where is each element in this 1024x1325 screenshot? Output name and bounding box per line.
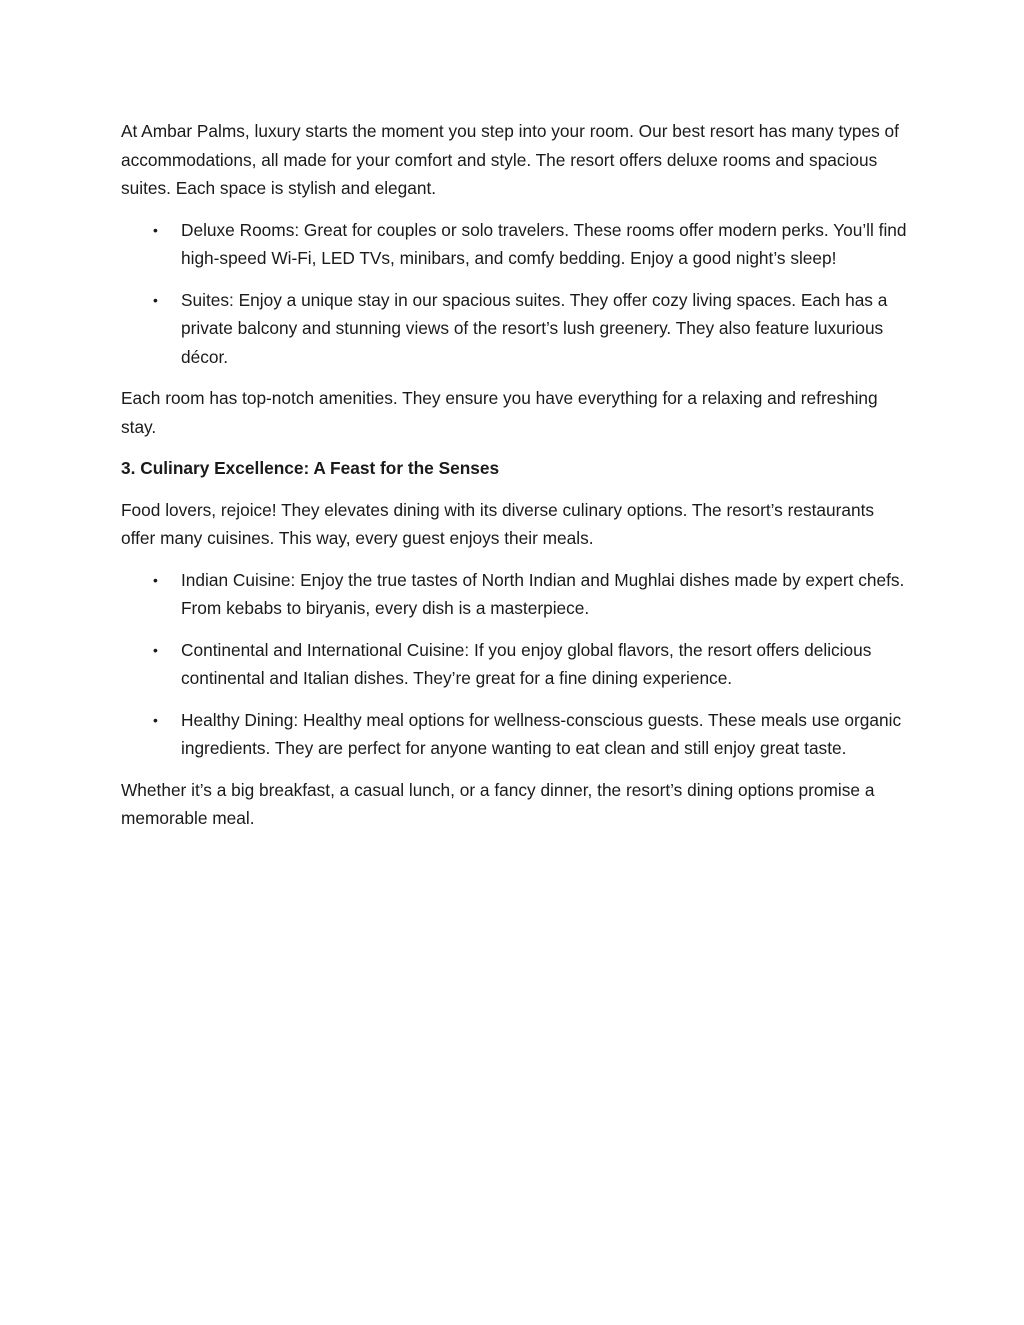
- document-page: [121, 117, 911, 846]
- intro-paragraph: At Ambar Palms, luxury starts the moment you step into your room. Our best resort has many types of accommodations, all made for your comfort and style. The resort offers deluxe rooms and spacious suites. Each space is stylish and elegant.: [121, 121, 899, 198]
- list-item: [121, 706, 911, 763]
- closing-paragraph: Whether it’s a big breakfast, a casual lunch, or a fancy dinner, the resort’s dining options promise a memorable meal.: [121, 779, 875, 828]
- section-heading: 3. Culinary Excellence: A Feast for the Senses: [121, 458, 500, 478]
- amenities-paragraph: Each room has top-notch amenities. They ensure you have everything for a relaxing and refreshing stay.: [121, 388, 878, 437]
- food-intro-paragraph: Food lovers, rejoice! They elevates dining with its diverse culinary options. The resort’s restaurants offer many cuisines. This way, every guest enjoys their meals.: [121, 499, 875, 548]
- cuisine-list: [121, 566, 911, 763]
- list-item-text: Deluxe Rooms: Great for couples or solo travelers. These rooms offer modern perks. You’ll find high-speed Wi-Fi, LED TVs, minibars, and comfy bedding. Enjoy a good night’s sleep!: [181, 219, 907, 268]
- list-item-text: Suites: Enjoy a unique stay in our spacious suites. They offer cozy living spaces. Each has a private balcony and stunning views of the resort’s lush greenery. They also feature luxurious décor.: [181, 289, 888, 367]
- bullet-icon: •: [153, 221, 158, 238]
- rooms-list: [121, 216, 911, 372]
- bullet-icon: •: [153, 711, 158, 728]
- bullet-icon: •: [153, 291, 158, 308]
- list-item-text: Indian Cuisine: Enjoy the true tastes of North Indian and Mughlai dishes made by expert chefs. From kebabs to biryanis, every dish is a masterpiece.: [181, 569, 905, 618]
- bullet-icon: •: [153, 641, 158, 658]
- list-item-text: Healthy Dining: Healthy meal options for wellness-conscious guests. These meals use organic ingredients. They are perfect for anyone wanting to eat clean and still enjoy great taste.: [181, 709, 902, 758]
- list-item: [121, 216, 911, 273]
- list-item-text: Continental and International Cuisine: If you enjoy global flavors, the resort offers delicious continental and Italian dishes. They’re great for a fine dining experience.: [181, 639, 872, 688]
- list-item: [121, 566, 911, 623]
- list-item: [121, 636, 911, 693]
- bullet-icon: •: [153, 571, 158, 588]
- list-item: [121, 286, 911, 372]
